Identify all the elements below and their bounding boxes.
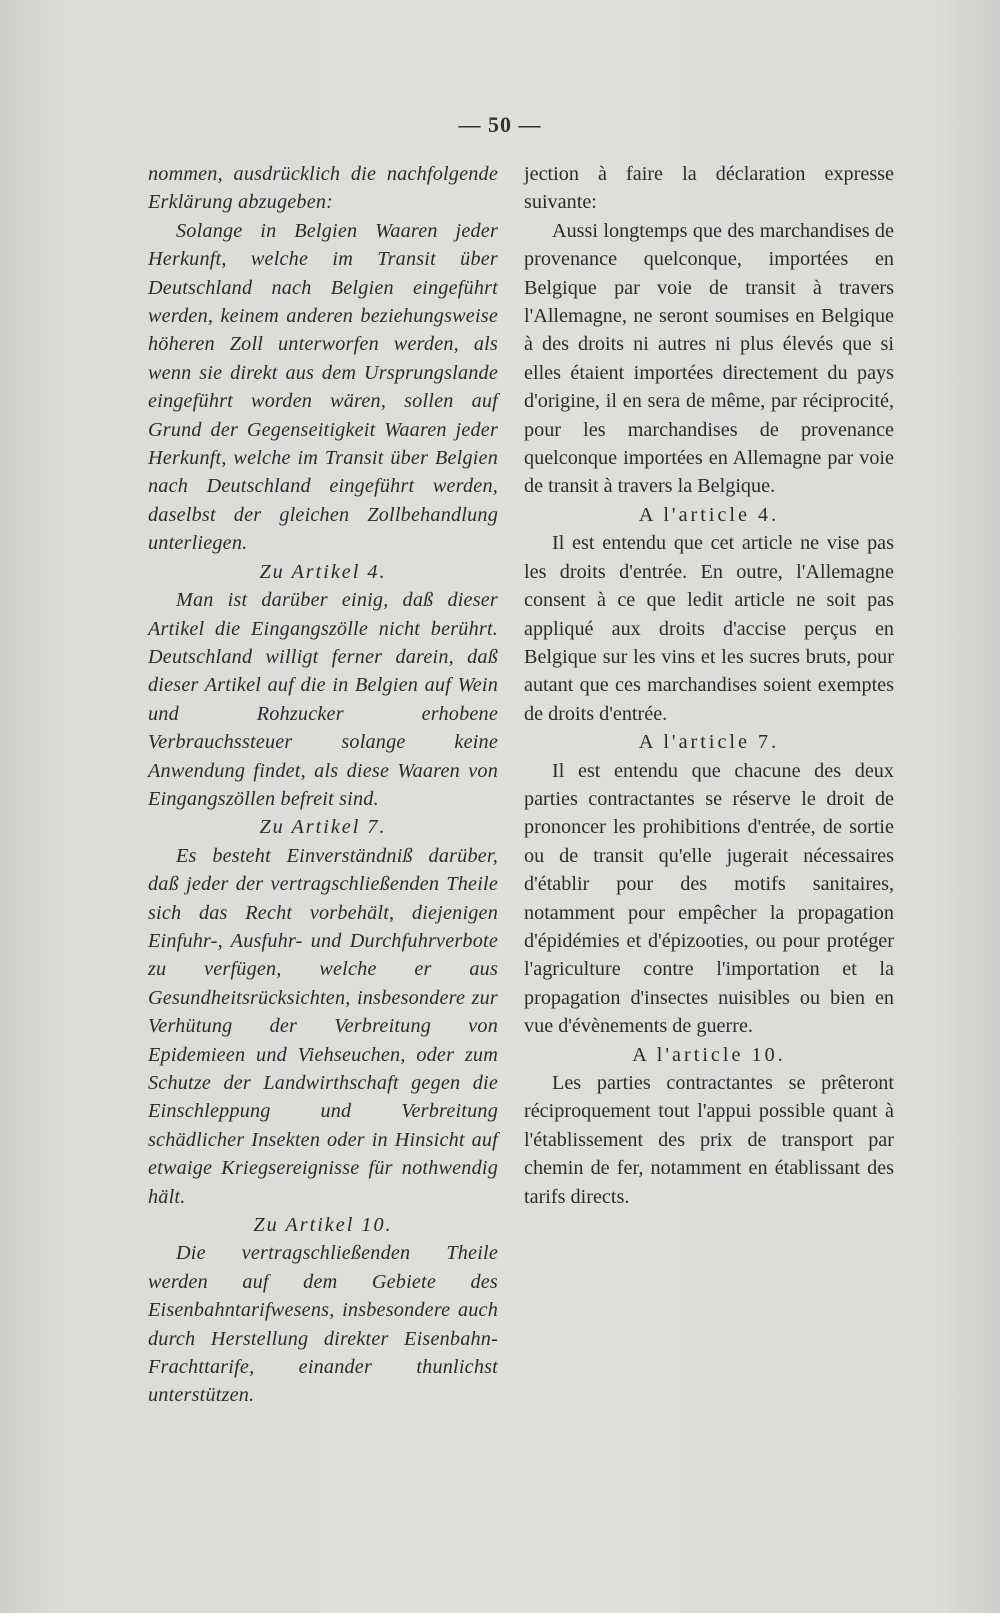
french-column bbox=[524, 160, 894, 1211]
de-intro-text: nommen, ausdrücklich die nachfolgende Erklärung abzugeben: bbox=[148, 163, 498, 214]
fr-article-10-text: Les parties contractantes se prêteront réciproquement tout l'appui possible quant à l'établissement des prix de transport par chemin de fer, notamment en établissant des tarifs directs. bbox=[524, 1072, 894, 1208]
german-column bbox=[148, 160, 498, 1410]
de-intro-declaration: Solange in Belgien Waaren jeder Herkunft, welche im Transit über Deutschland nach Belgien eingeführt werden, keinem anderen beziehungsweise höheren Zoll unterworfen werden, als wenn sie direkt aus dem Ursprungslande eingeführt worden wären, sollen auf Grund der Gegenseitigkeit Waaren jeder Herkunft, welche im Transit über Belgien nach Deutschland eingeführt werden, daselbst der gleichen Zollbehandlung unterliegen. bbox=[148, 219, 498, 555]
de-article-4-heading: Zu Artikel 4. bbox=[259, 560, 387, 583]
de-article-7-text: Es besteht Einverständniß darüber, daß jeder der vertragschließenden Theile sich das Recht vorbehält, diejenigen Einfuhr-, Ausfuhr- und Durchfuhrverbote zu verfügen, welche er aus Gesundheitsrücksichten, insbesondere zur Verhütung der Verbreitung von Epidemieen und Viehseuchen, oder zum Schutze der Landwirthschaft gegen die Einschleppung und Verbreitung schädlicher Insekten oder in Hinsicht auf etwaige Kriegsereignisse für nothwendig hält. bbox=[148, 844, 498, 1208]
fr-article-4-heading: A l'article 4. bbox=[638, 503, 780, 526]
page-number: — 50 — bbox=[458, 112, 542, 137]
fr-article-7-heading: A l'article 7. bbox=[638, 731, 780, 754]
de-article-7-heading: Zu Artikel 7. bbox=[259, 816, 387, 839]
fr-intro-text: jection à faire la déclaration expresse suivante: bbox=[524, 163, 894, 214]
fr-article-4-text: Il est entendu que cet article ne vise pas les droits d'entrée. En outre, l'Allemagne consent à ce que ledit article ne soit pas appliqué aux droits d'accise perçus en Belgique sur les vins et les sucres bruts, pour autant que ces marchandises soient exemptes de droits d'entrée. bbox=[524, 532, 894, 725]
fr-intro-declaration: Aussi longtemps que des marchandises de provenance quelconque, importées en Belgique par voie de transit à travers l'Allemagne, ne seront soumises en Belgique à des droits ni autres ni plus élevés que si elles étaient importées directement du pays d'origine, il en sera de même, par réciprocité, pour les marchandises de provenance quelconque importées en Allemagne par voie de transit à travers la Belgique. bbox=[524, 219, 894, 498]
de-article-4-text: Man ist darüber einig, daß dieser Artikel die Eingangszölle nicht berührt. Deutschland willigt ferner darein, daß dieser Artikel auf die in Belgien auf Wein und Rohzucker erhobene Verbrauchssteuer solange keine Anwendung findet, als diese Waaren von Eingangszöllen befreit sind. bbox=[148, 589, 498, 810]
fr-article-10-heading: A l'article 10. bbox=[632, 1043, 786, 1066]
de-article-10-heading: Zu Artikel 10. bbox=[253, 1214, 393, 1237]
fr-article-7-text: Il est entendu que chacune des deux parties contractantes se réserve le droit de prononcer les prohibitions d'entrée, de sortie ou de transit qu'elle jugerait nécessaires d'établir pour des motifs sanitaires, notamment pour empêcher la propagation d'épidémies et d'épizooties, ou pour protéger l'agriculture contre l'importation et la propagation d'insectes nuisibles ou bien en vue d'évènements de guerre. bbox=[524, 759, 894, 1038]
de-article-10-text: Die vertragschließenden Theile werden auf dem Gebiete des Eisenbahntarifwesens, insbesondere auch durch Herstellung direkter Eisenbahn-Frachttarife, einander thunlichst unterstützen. bbox=[148, 1242, 498, 1407]
